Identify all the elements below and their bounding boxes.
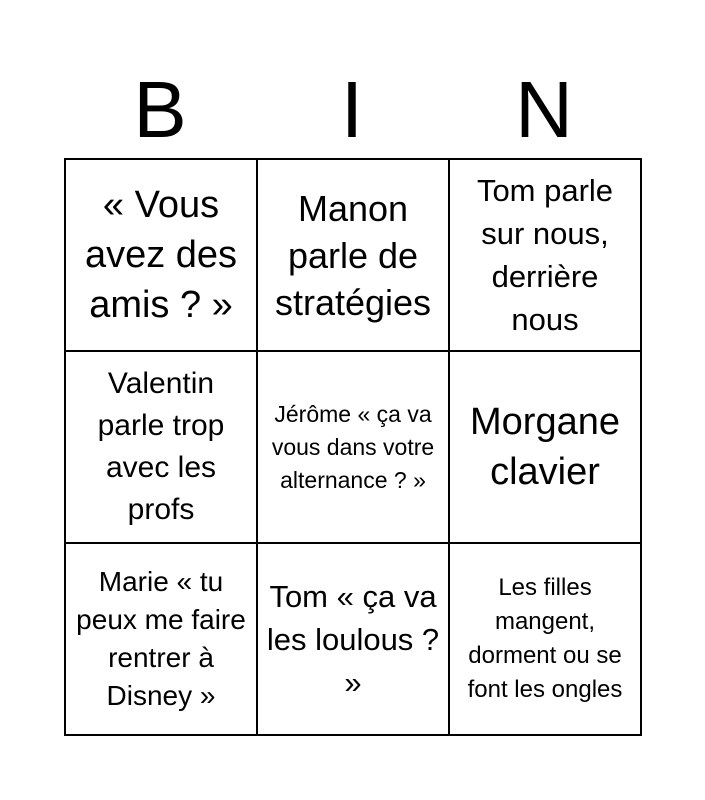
header-letter-n: N	[515, 65, 573, 154]
cell-label: Morgane clavier	[470, 401, 620, 493]
bingo-cell[interactable]	[257, 159, 449, 351]
cell-label: Tom « ça va les loulous ? »	[266, 578, 440, 700]
cell-label: Marie « tu peux me faire rentrer à Disney »	[76, 566, 246, 711]
cell-label: Valentin parle trop avec les profs	[97, 367, 225, 526]
cell-label: Tom parle sur nous, derrière nous	[476, 173, 614, 337]
cell-label: Jérôme « ça va vous dans votre alternance ? »	[271, 400, 435, 493]
bingo-cell[interactable]	[65, 543, 257, 735]
bingo-header	[64, 62, 640, 158]
bingo-row	[65, 351, 641, 543]
header-letter-i: I	[340, 65, 364, 154]
cell-label: « Vous avez des amis ? »	[84, 184, 238, 326]
header-letter-b: B	[133, 65, 187, 154]
bingo-cell[interactable]	[449, 159, 641, 351]
bingo-row	[65, 543, 641, 735]
cell-label: Les filles mangent, dorment ou se font les ongles	[467, 574, 623, 703]
bingo-cell[interactable]	[257, 543, 449, 735]
bingo-card-grid	[64, 158, 642, 736]
bingo-cell[interactable]	[65, 159, 257, 351]
bingo-cell[interactable]	[449, 543, 641, 735]
bingo-cell[interactable]	[257, 351, 449, 543]
bingo-cell[interactable]	[65, 351, 257, 543]
bingo-cell[interactable]	[449, 351, 641, 543]
cell-label: Manon parle de stratégies	[274, 187, 432, 323]
bingo-row	[65, 159, 641, 351]
